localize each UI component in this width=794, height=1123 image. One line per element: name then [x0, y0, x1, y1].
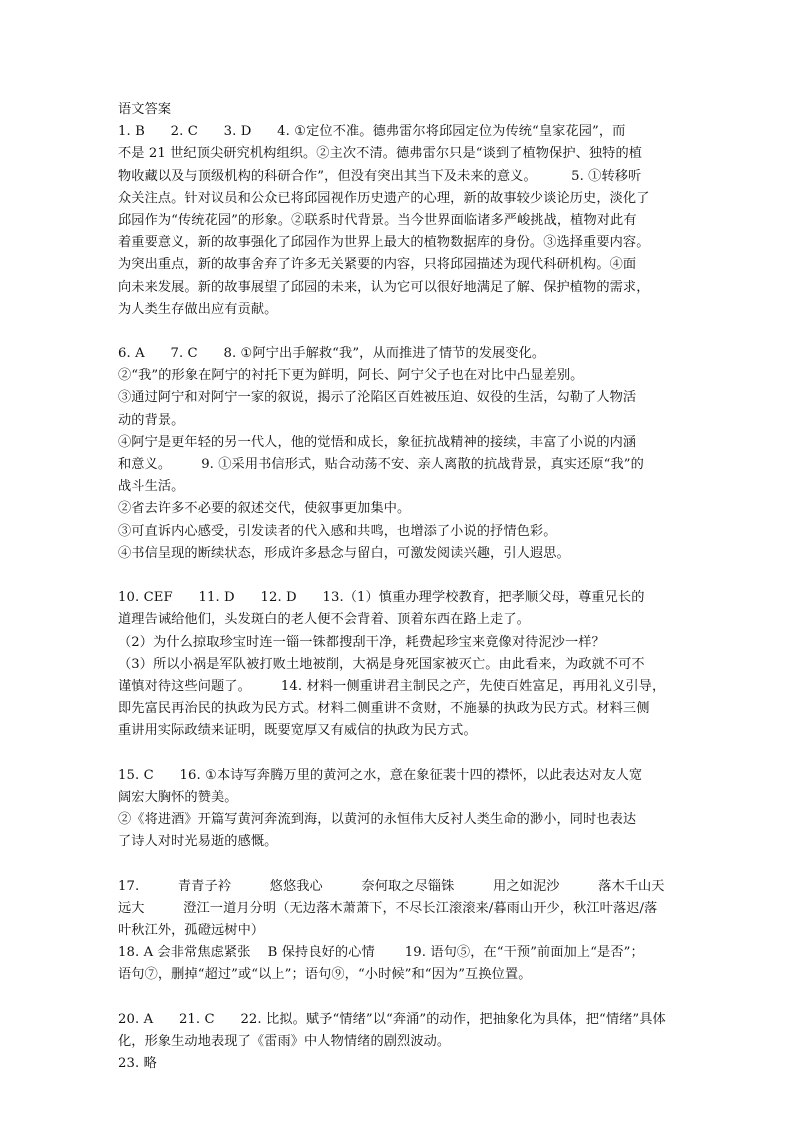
- text-line: 叶秋江外，孤磴远树中）: [118, 922, 265, 938]
- text-line: 为突出重点，新的故事舍弃了许多无关紧要的内容，只将邱园描述为现代科研机构。④面: [118, 257, 637, 273]
- text-line: ②“我”的形象在阿宁的衬托下更为鲜明，阿长、阿宁父子也在对比中凸显差别。: [118, 368, 584, 384]
- text-line: 战斗生活。: [118, 479, 185, 495]
- text-line: 17. 青青子衿 悠悠我心 奈何取之尽锱铢 用之如泥沙 落木千山天: [118, 878, 665, 894]
- blank-line: [118, 853, 678, 875]
- text-line: 1. B 2. C 3. D 4. ①定位不准。德弗雷尔将邱园定位为传统“皇家花园”，而: [118, 124, 626, 140]
- text-line: 谨慎对待这些问题了。 14. 材料一侧重讲君主制民之产，先使百姓富足，再用礼义引导，: [118, 678, 666, 694]
- text-line: 物收藏以及与顶级机构的科研合作”，但没有突出其当下及未来的意义。 5. ①转移听: [118, 168, 642, 184]
- text-line: ②《将进酒》开篇写黄河奔流到海，以黄河的永恒伟大反衬人类生命的渺小，同时也表达: [118, 812, 637, 827]
- text-line: 了诗人对时光易逝的感慨。: [118, 834, 278, 850]
- blank-line: [118, 742, 678, 764]
- text-line: 语句⑦，删掉“超过”或“以上”；语句⑨，“小时候”和“因为”互换位置。: [118, 967, 532, 983]
- blank-line: [118, 565, 678, 587]
- text-line: ③可直诉内心感受，引发读者的代入感和共鸣，也增添了小说的抒情色彩。: [118, 523, 557, 539]
- text-line: 道理告诫给他们，头发斑白的老人便不会背着、顶着东西在路上走了。: [118, 612, 530, 628]
- document-title: 语文答案: [118, 102, 172, 117]
- text-line: ④书信呈现的断续状态，形成许多悬念与留白，可激发阅读兴趣，引人遐思。: [118, 545, 570, 561]
- text-line: 即先富民再治民的执政为民方式。材料二侧重讲不贪财，不施暴的执政为民方式。材料三侧: [118, 701, 650, 717]
- text-line: 向未来发展。新的故事展望了邱园的未来，认为它可以很好地满足了解、保护植物的需求，: [118, 279, 650, 295]
- text-line: 6. A 7. C 8. ①阿宁出手解救“我”，从而推进了情节的发展变化。: [118, 346, 546, 362]
- text-line: 10. CEF 11. D 12. D 13.（1）慎重办理学校教育，把孝顺父母，尊重兄长的: [118, 590, 645, 606]
- text-line: 阔宏大胸怀的赞美。: [118, 789, 238, 805]
- text-line: 23. 略: [118, 1056, 157, 1072]
- text-line: 动的背景。: [118, 412, 185, 428]
- text-line: ③通过阿宁和对阿宁一家的叙说，揭示了沦陷区百姓被压迫、奴役的生活，勾勒了人物活: [118, 390, 637, 406]
- text-line: 和意义。 9. ①采用书信形式，贴合动荡不安、亲人离散的抗战背景，真实还原“我”的: [118, 457, 644, 472]
- text-line: 重讲用实际政绩来证明，既要宽厚又有威信的执政为民方式。: [118, 723, 477, 739]
- text-line: 远大 澄江一道月分明（无边落木萧萧下，不尽长江滚滚来/暮雨山开少，秋江叶落迟/落: [118, 900, 658, 916]
- text-line: ②省去许多不必要的叙述交代，使叙事更加集中。: [118, 501, 411, 517]
- blank-line: [118, 321, 678, 343]
- text-line: 为人类生存做出应有贡献。: [118, 301, 278, 317]
- text-line: 不是 21 世纪顶尖研究机构组织。②主次不清。德弗雷尔只是“谈到了植物保护、独特的植: [118, 146, 643, 162]
- text-line: （2）为什么掠取珍宝时连一锱一铢都搜刮干净，耗费起珍宝来竟像对待泥沙一样？: [118, 634, 605, 650]
- text-line: 18. A 会非常焦虑紧张 B 保持良好的心情 19. 语句⑤，在“干预”前面加上“是否”；: [118, 945, 644, 961]
- text-line: 邱园作为“传统花园”的形象。②联系时代背景。当今世界面临诸多严峻挑战，植物对此有: [118, 212, 637, 228]
- text-line: ④阿宁是更年轻的另一代人，他的觉悟和成长，象征抗战精神的接续，丰富了小说的内涵: [118, 434, 637, 450]
- text-line: 众关注点。针对议员和公众已将邱园视作历史遗产的心理，新的故事较少谈论历史，淡化了: [118, 190, 650, 206]
- text-line: 15. C 16. ①本诗写奔腾万里的黄河之水，意在象征裴十四的襟怀，以此表达对友人宽: [118, 767, 643, 783]
- blank-line: [118, 987, 678, 1009]
- text-line: 20. A 21. C 22. 比拟。赋予“情绪”以“奔涌”的动作，把抽象化为具体，把“情绪”具体: [118, 1011, 666, 1027]
- text-line: （3）所以小祸是军队被打败土地被削，大祸是身死国家被灭亡。由此看来，为政就不可不: [118, 656, 645, 672]
- text-line: 化，形象生动地表现了《雷雨》中人物情绪的剧烈波动。: [118, 1033, 451, 1049]
- answer-text-block: [118, 99, 678, 1075]
- text-line: 着重要意义，新的故事强化了邱园作为世界上最大的植物数据库的身份。③选择重要内容。: [118, 235, 650, 251]
